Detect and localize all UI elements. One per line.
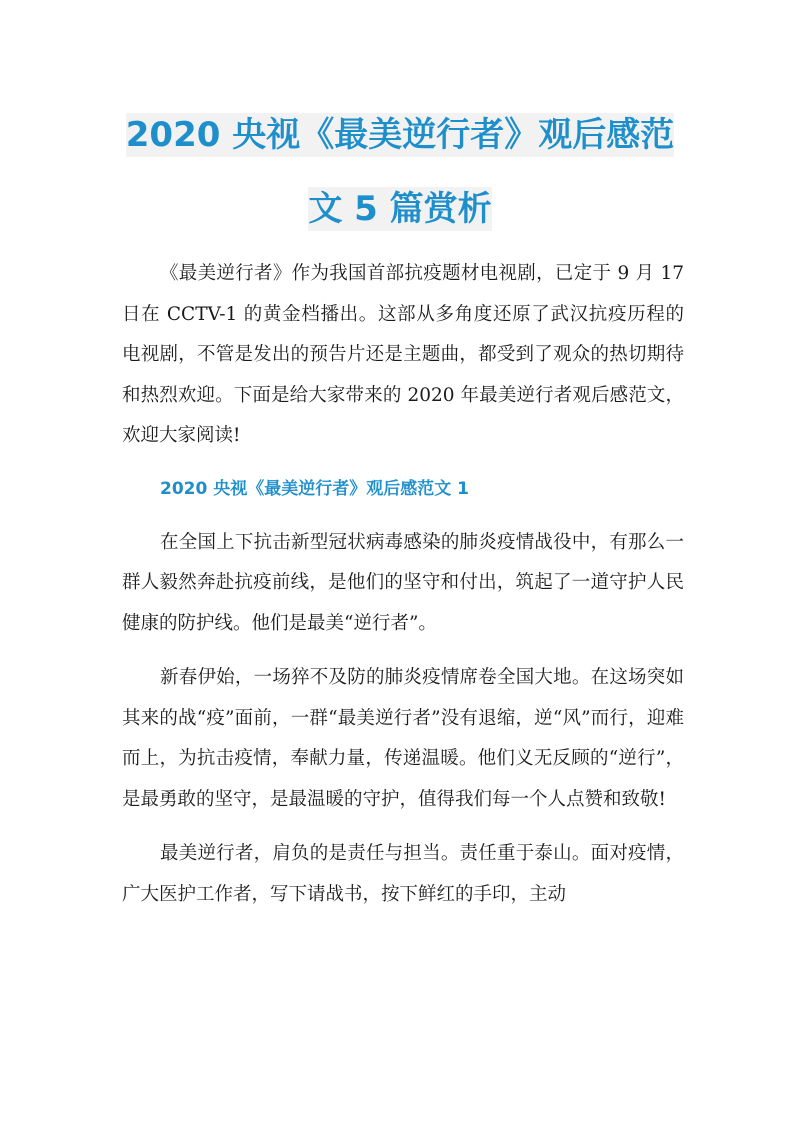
body-paragraph: 最美逆行者，肩负的是责任与担当。责任重于泰山。面对疫情，广大医护工作者，写下请战书，按下鲜红的手印，主动 [122,843,684,905]
title-line-1: 2020 央视《最美逆行者》观后感范 [125,115,675,155]
document-title [100,98,700,246]
intro-paragraph: 《最美逆行者》作为我国首部抗疫题材电视剧，已定于 9 月 17 日在 CCTV-1 的黄金档播出。这部从多角度还原了武汉抗疫历程的电视剧，不管是发出的预告片还是主题曲，都受到了观众的热切期待和热烈欢迎。下面是给大家带来的 2020 年最美逆行者观后感范文，欢迎大家阅读! [122,263,684,446]
body-paragraph: 在全国上下抗击新型冠状病毒感染的肺炎疫情战役中，有那么一群人毅然奔赴抗疫前线，是他们的坚守和付出，筑起了一道守护人民健康的防护线。他们是最美“逆行者”。 [122,531,684,634]
document-body [122,254,684,915]
title-line-2: 文 5 篇赏析 [308,189,492,229]
section-heading-1: 2020 央视《最美逆行者》观后感范文 1 [160,478,469,499]
body-paragraph: 新春伊始，一场猝不及防的肺炎疫情席卷全国大地。在这场突如其来的战“疫”面前，一群“最美逆行者”没有退缩，逆“风”而行，迎难而上，为抗击疫情，奉献力量，传递温暖。他们义无反顾的“逆行”，是最勇敢的坚守，是最温暖的守护，值得我们每一个人点赞和致敬! [122,667,684,810]
